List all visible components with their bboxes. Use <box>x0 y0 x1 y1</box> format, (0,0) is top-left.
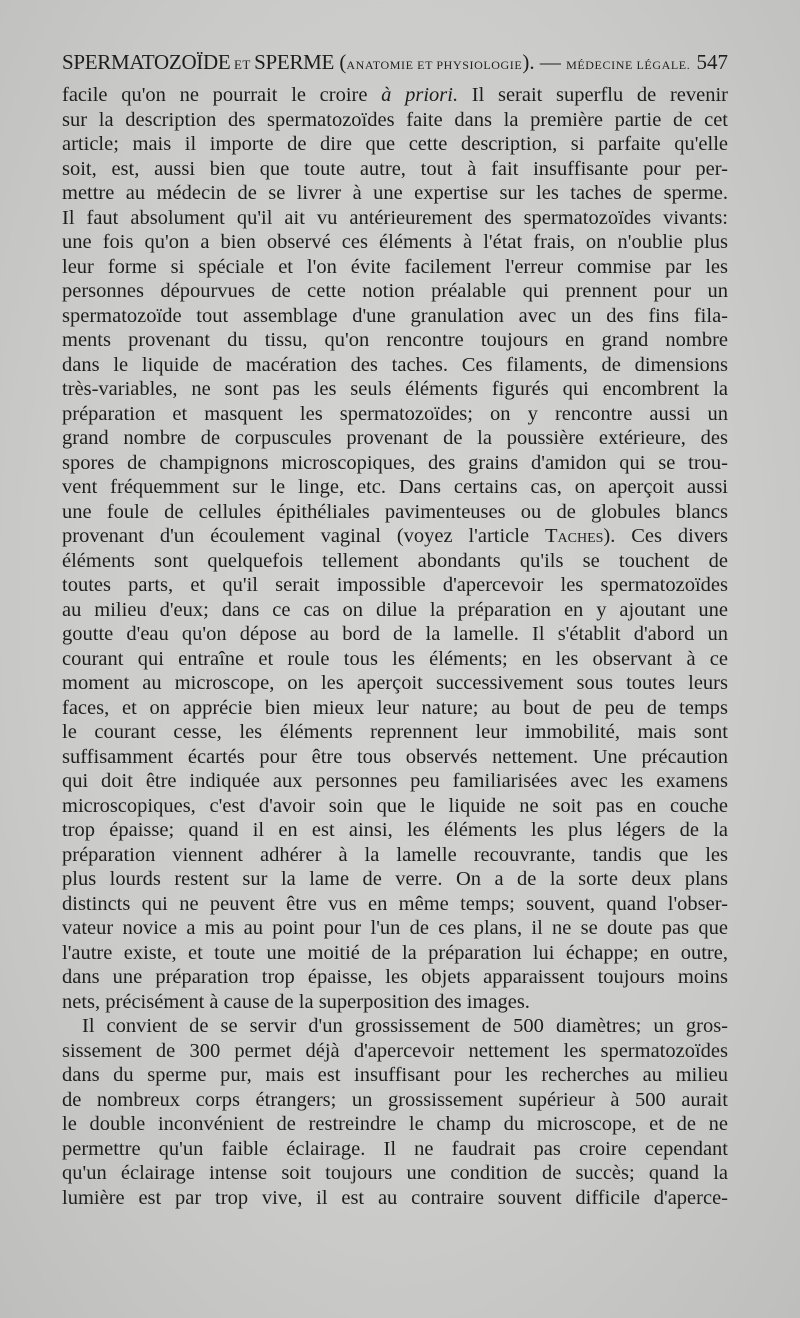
cross-reference: Taches <box>544 525 604 547</box>
text-segment: provenant d'un écoulement vaginal (voyez l'article <box>62 525 545 547</box>
running-header <box>62 50 728 74</box>
text-line: distincts qui ne peuvent être vus en même temps; souvent, quand l'obser- <box>62 892 728 915</box>
text-line: de nombreux corps étrangers; un grossissement supérieur à 500 aurait <box>62 1088 728 1111</box>
text-line: dans une préparation trop épaisse, les objets apparaissent toujours moins <box>62 966 728 988</box>
text-line: suffisamment écartés pour être tous observés nettement. Une précaution <box>62 745 728 768</box>
text-line: l'autre existe, et toute une moitié de la préparation lui échappe; en outre, <box>62 941 728 964</box>
text-line: goutte d'eau qu'on dépose au bord de la lamelle. Il s'établit d'abord un <box>62 623 728 645</box>
text-line: spores de champignons microscopiques, des grains d'amidon qui se trou- <box>62 451 728 474</box>
paragraph-start-line: Il convient de se servir d'un grossissement de 500 diamètres; un gros- <box>82 1015 728 1037</box>
text-line: préparation viennent adhérer à la lamelle recouvrante, tandis que les <box>62 843 728 866</box>
text-line: dans du sperme pur, mais est insuffisant pour les recherches au milieu <box>62 1064 728 1086</box>
text-line: le double inconvénient de restreindre le champ du microscope, et de ne <box>62 1113 728 1135</box>
text-line: sissement de 300 permet déjà d'apercevoir nettement les spermatozoïdes <box>62 1039 728 1062</box>
text-line: courant qui entraîne et roule tous les éléments; en les observant à ce <box>62 647 728 670</box>
text-segment: Il serait superflu de revenir <box>458 84 728 106</box>
text-line: trop épaisse; quand il en est ainsi, les éléments les plus légers de la <box>62 819 728 841</box>
text-line: ments provenant du tissu, qu'on rencontre toujours en grand nombre <box>62 329 728 351</box>
text-line: article; mais il importe de dire que cette description, si parfaite qu'elle <box>62 133 728 155</box>
text-line: vateur novice a mis au point pour l'un de ces plans, il ne se doute pas que <box>62 917 728 939</box>
text-line <box>62 83 728 108</box>
text-line: qu'un éclairage intense soit toujours une condition de succès; quand la <box>62 1162 728 1184</box>
text-line: leur forme si spéciale et l'on évite facilement l'erreur commise par les <box>62 255 728 278</box>
header-paren-close: ). — <box>522 50 567 74</box>
text-line: une foule de cellules épithéliales pavimenteuses ou de globules blancs <box>62 500 728 523</box>
text-line: spermatozoïde tout assemblage d'une granulation avec un des fins fila- <box>62 304 728 327</box>
header-title-2: SPERME <box>254 50 335 74</box>
text-line: permettre qu'un faible éclairage. Il ne faudrait pas croire cependant <box>62 1137 728 1160</box>
header-paren-open: ( <box>334 50 347 74</box>
page-number: 547 <box>696 50 728 74</box>
header-title: SPERMATOZOÏDE <box>62 50 231 74</box>
italic-text: à priori. <box>381 84 459 106</box>
text-line: sur la description des spermatozoïdes faite dans la première partie de cet <box>62 108 728 131</box>
text-line: faces, et on apprécie bien mieux leur nature; au bout de peu de temps <box>62 696 728 719</box>
text-line: plus lourds restent sur la lame de verre. On a de la sorte deux plans <box>62 868 728 890</box>
text-line: éléments sont quelquefois tellement abondants qu'ils se touchent de <box>62 549 728 572</box>
text-line: microscopiques, c'est d'avoir soin que le liquide ne soit pas en couche <box>62 794 728 817</box>
text-segment: ). Ces divers <box>603 525 728 547</box>
text-line: au milieu d'eux; dans ce cas on dilue la préparation en y ajoutant une <box>62 598 728 621</box>
body-text <box>62 83 728 1210</box>
text-line: vent fréquemment sur le linge, etc. Dans certains cas, on aperçoit aussi <box>62 476 728 498</box>
text-line: toutes parts, et qu'il serait impossible d'apercevoir les spermatozoïdes <box>62 574 728 596</box>
text-line: moment au microscope, on les aperçoit successivement sous toutes leurs <box>62 672 728 694</box>
text-line: très-variables, ne sont pas les seuls éléments figurés qui encombrent la <box>62 378 728 400</box>
text-line: nets, précisément à cause de la superposition des images. <box>62 990 530 1013</box>
text-line: préparation et masquent les spermatozoïdes; on y rencontre aussi un <box>62 402 728 425</box>
text-line: personnes dépourvues de cette notion préalable qui prennent pour un <box>62 280 728 302</box>
header-subtitle: ANATOMIE ET PHYSIOLOGIE <box>346 58 523 72</box>
header-connector: ET <box>230 57 255 72</box>
text-line: dans le liquide de macération des taches. Ces filaments, de dimensions <box>62 353 728 376</box>
text-line: soit, est, aussi bien que toute autre, tout à fait insuffisante pour per- <box>62 157 728 180</box>
text-line: grand nombre de corpuscules provenant de la poussière extérieure, des <box>62 427 728 449</box>
text-line: lumière est par trop vive, il est au contraire souvent difficile d'aperce- <box>62 1186 728 1209</box>
text-line: une fois qu'on a bien observé ces éléments à l'état frais, on n'oublie plus <box>62 231 728 253</box>
header-section: MÉDECINE LÉGALE. <box>566 58 691 72</box>
text-segment: facile qu'on ne pourrait le croire <box>62 84 382 106</box>
text-line: mettre au médecin de se livrer à une expertise sur les taches de sperme. <box>62 182 728 204</box>
text-line: qui doit être indiquée aux personnes peu familiarisées avec les examens <box>62 770 728 792</box>
text-line <box>62 524 728 549</box>
text-line: Il faut absolument qu'il ait vu antérieurement des spermatozoïdes vivants: <box>62 206 728 229</box>
text-line: le courant cesse, les éléments reprennent leur immobilité, mais sont <box>62 721 728 743</box>
